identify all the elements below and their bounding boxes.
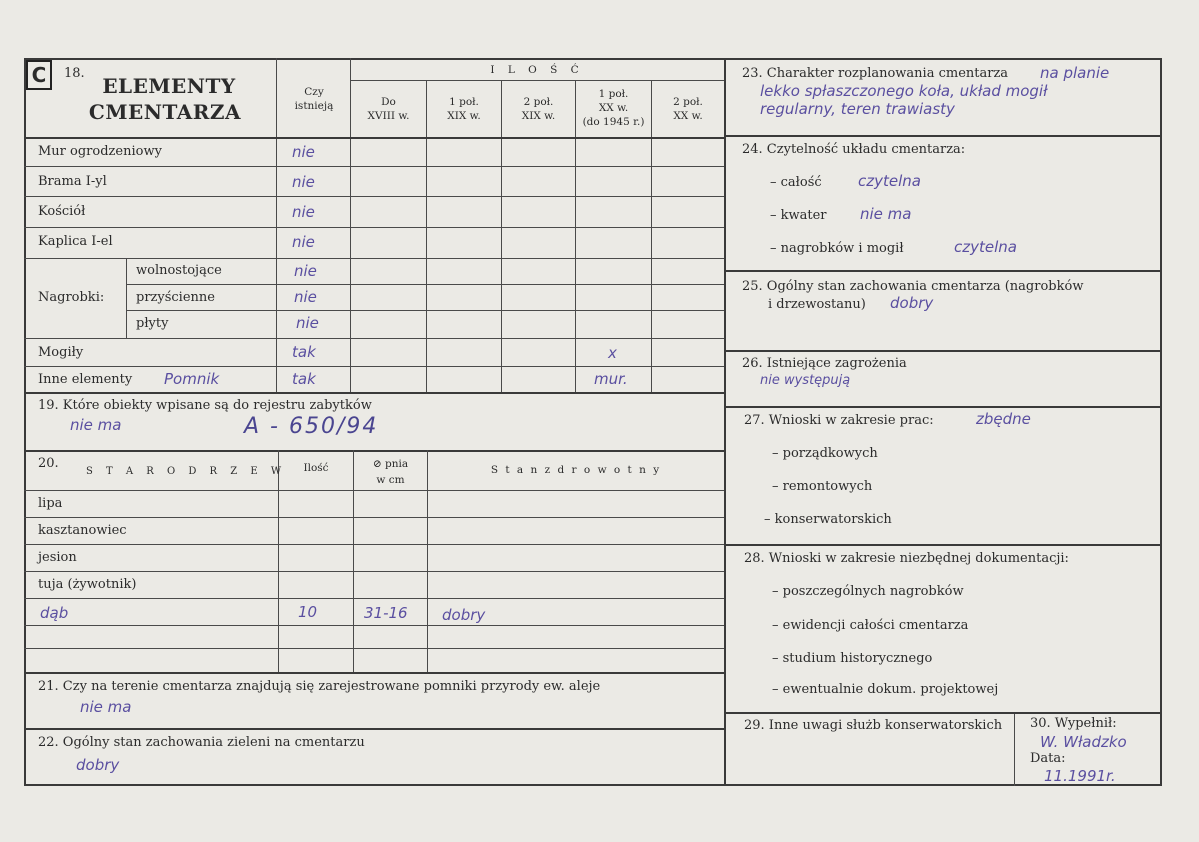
row-label-przysc: przyścienne (136, 290, 215, 305)
row-label-wolno: wolnostojące (136, 263, 222, 278)
s25-answer: dobry (890, 294, 934, 312)
s28-item-4: – ewentualnie dokum. projektowej (772, 682, 999, 697)
s20-col-health: S t a n z d r o w o t n y (490, 464, 662, 476)
s20-col-diam-1: ⊘ pnia (372, 458, 409, 470)
grid-line (24, 258, 724, 259)
s20-col-diam-2: w cm (376, 474, 405, 486)
grid-line (724, 712, 1162, 714)
grid-line (724, 350, 1162, 352)
grid-line (724, 135, 1162, 137)
tree-row-2: kasztanowiec (38, 523, 127, 538)
tree-extra-name: dąb (40, 604, 69, 622)
s19-register-number: A - 650/94 (244, 414, 379, 439)
s26-answer: nie występują (760, 373, 851, 388)
s24-b-label: – kwater (770, 208, 827, 223)
row-exists-mur: nie (292, 143, 315, 161)
s21-answer: nie ma (80, 698, 132, 716)
s18-number: 18. (64, 66, 85, 81)
grid-line (724, 270, 1162, 272)
period-3-l1: 2 poł. (523, 96, 554, 108)
s27-answer: zbędne (976, 410, 1031, 428)
tree-row-1: lipa (38, 496, 63, 511)
s30-date: 11.1991r. (1044, 767, 1116, 785)
s27-item-3: – konserwatorskich (764, 512, 892, 527)
tree-row-4: tuja (żywotnik) (38, 577, 137, 592)
grid-line (501, 80, 502, 392)
tree-extra-qty: 10 (298, 603, 318, 621)
grid-line (24, 338, 724, 339)
s18-title-1: ELEMENTY (102, 74, 236, 98)
tree-extra-health: dobry (442, 606, 486, 624)
grid-line (126, 310, 724, 311)
period-4-l3: (do 1945 r.) (582, 116, 645, 128)
grid-line (24, 227, 724, 228)
tree-extra-diam: 31-16 (364, 604, 408, 622)
s20-col-qty: Ilość (303, 462, 329, 474)
grid-line (724, 406, 1162, 408)
row-exists-kosciol: nie (292, 203, 315, 221)
row-label-plyty: płyty (136, 316, 169, 331)
s20-number: 20. (38, 456, 59, 471)
grid-line (24, 544, 724, 545)
s19-question: 19. Które obiekty wpisane są do rejestru zabytków (38, 398, 372, 413)
row-inne-xx1: mur. (594, 370, 628, 388)
grid-line (276, 58, 277, 392)
grid-line (24, 196, 724, 197)
row-label-brama: Brama I-yl (38, 174, 107, 189)
row-exists-mogily: tak (292, 343, 316, 361)
grid-line (24, 366, 724, 367)
period-1-l1: Do (381, 96, 396, 108)
grid-line (24, 625, 724, 626)
grid-line (24, 137, 724, 139)
period-1-l2: XVIII w. (367, 110, 410, 122)
grid-line (350, 58, 351, 392)
grid-line (24, 392, 724, 394)
s26-question: 26. Istniejące zagrożenia (742, 356, 907, 371)
row-exists-plyty: nie (296, 314, 319, 332)
grid-line (278, 450, 279, 672)
grid-line (426, 80, 427, 392)
col-quantity: I L O Ś Ć (490, 64, 584, 76)
grid-line (24, 517, 724, 518)
s18-title-2: CMENTARZA (88, 100, 242, 124)
period-3-l2: XIX w. (521, 110, 556, 122)
row-exists-wolno: nie (294, 262, 317, 280)
s23-question: 23. Charakter rozplanowania cmentarza (742, 66, 1009, 81)
s23-hand-2: lekko spłaszczonego koła, układ mogił (760, 82, 1048, 100)
s20-title: S T A R O D R Z E W (86, 466, 287, 477)
s19-answer: nie ma (70, 416, 122, 434)
s28-item-1: – poszczególnych nagrobków (772, 584, 964, 599)
tree-row-3: jesion (38, 550, 77, 565)
column-divider (724, 58, 726, 786)
grid-line (24, 450, 724, 452)
grid-line (24, 166, 724, 167)
grid-line (126, 258, 127, 338)
col-exists-2: istnieją (294, 100, 334, 112)
row-label-inne: Inne elementy (38, 372, 133, 387)
row-exists-inne: tak (292, 370, 316, 388)
row-label-mogily: Mogiły (38, 345, 84, 360)
s27-item-1: – porządkowych (772, 446, 878, 461)
grid-line (651, 80, 652, 392)
row-exists-kaplica: nie (292, 233, 315, 251)
grid-line (126, 284, 724, 285)
col-exists-1: Czy (304, 86, 324, 98)
s24-c-label: – nagrobków i mogił (770, 241, 904, 256)
period-2-l2: XIX w. (447, 110, 481, 122)
s30-name: W. Władzko (1040, 733, 1127, 751)
s28-item-3: – studium historycznego (772, 651, 933, 666)
grid-line (24, 598, 724, 599)
grid-line (24, 672, 724, 674)
s23-hand-3: regularny, teren trawiasty (760, 100, 955, 118)
s24-b-answer: nie ma (860, 205, 912, 223)
s24-question: 24. Czytelność układu cmentarza: (742, 142, 966, 157)
row-label-kaplica: Kaplica I-el (38, 234, 113, 249)
s28-item-2: – ewidencji całości cmentarza (772, 618, 969, 633)
grid-line (24, 648, 724, 649)
s24-a-label: – całość (770, 175, 822, 190)
s24-a-answer: czytelna (858, 172, 921, 190)
s28-question: 28. Wnioski w zakresie niezbędnej dokumentacji: (744, 551, 1069, 566)
row-label-nagrobki: Nagrobki: (38, 290, 105, 305)
row-label-mur: Mur ogrodzeniowy (38, 144, 162, 159)
period-4-l2: XX w. (598, 102, 629, 114)
period-5-l1: 2 poł. (673, 96, 703, 108)
section-letter-box: C (26, 60, 52, 90)
s29-question: 29. Inne uwagi służb konserwatorskich (744, 718, 1003, 733)
s25-line-1: 25. Ogólny stan zachowania cmentarza (nagrobków (742, 279, 1084, 294)
s22-question: 22. Ogólny stan zachowania zieleni na cmentarzu (38, 735, 365, 750)
row-label-kosciol: Kościół (38, 204, 86, 219)
s22-answer: dobry (76, 756, 120, 774)
s24-c-answer: czytelna (954, 238, 1017, 256)
grid-line (427, 450, 428, 672)
grid-line (724, 544, 1162, 546)
s27-item-2: – remontowych (772, 479, 873, 494)
period-2-l1: 1 poł. (449, 96, 479, 108)
row-exists-przysc: nie (294, 288, 317, 306)
row-mogily-xx1: x (608, 344, 617, 362)
s27-question: 27. Wnioski w zakresie prac: (744, 413, 934, 428)
s25-line-2: i drzewostanu) (768, 297, 866, 312)
grid-line (24, 490, 724, 491)
s21-question: 21. Czy na terenie cmentarza znajdują się zarejestrowane pomniki przyrody ew. aleje (38, 679, 601, 694)
divider-29-30 (1014, 712, 1015, 786)
row-inne-hand: Pomnik (164, 370, 220, 388)
row-exists-brama: nie (292, 173, 315, 191)
s23-hand-1: na planie (1040, 64, 1110, 82)
period-4-l1: 1 poł. (598, 88, 629, 100)
grid-line (24, 728, 724, 730)
grid-line (350, 80, 724, 81)
s30-date-label: Data: (1030, 751, 1066, 766)
period-5-l2: XX w. (673, 110, 703, 122)
s30-label: 30. Wypełnił: (1030, 716, 1117, 731)
grid-line (24, 571, 724, 572)
